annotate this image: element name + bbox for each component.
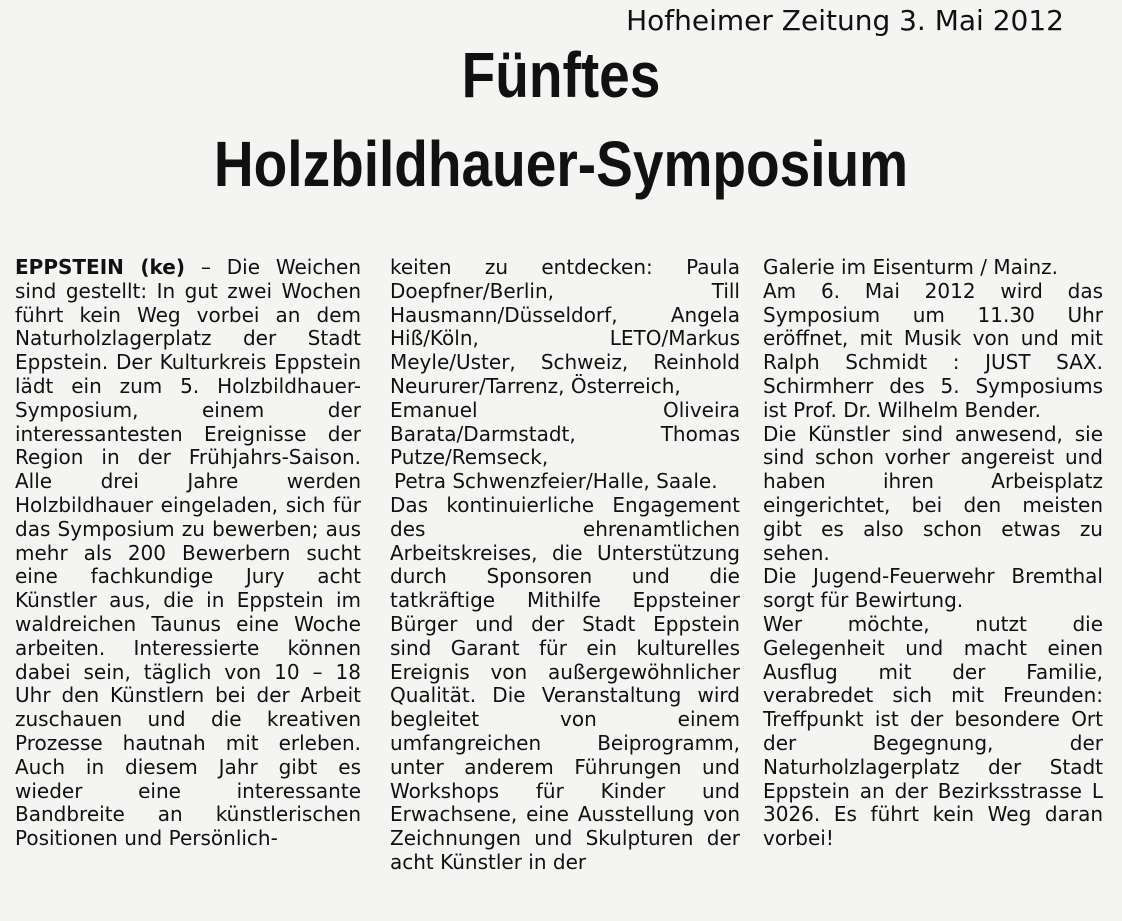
headline-line-1: Fünftes <box>461 39 661 111</box>
article-paragraph <box>15 256 361 851</box>
article-paragraph: Am 6. Mai 2012 wird das Symposium um 11.30 Uhr eröffnet, mit Musik von und mit Ralph Schmidt : JUST SAX. Schirmherr des 5. Symposiums ist Prof. Dr. Wilhelm Bender. <box>763 278 1103 422</box>
article-column-3 <box>763 256 1103 851</box>
article-column-1 <box>15 256 361 851</box>
source-line: Hofheimer Zeitung 3. Mai 2012 <box>626 4 1064 37</box>
article-paragraph: Galerie im Eisenturm / Mainz. <box>763 255 1058 279</box>
dateline: EPPSTEIN (ke) <box>15 255 185 279</box>
artist-list-2: Emanuel Oliveira Barata/Darmstadt, Thomas Putze/Remseck, <box>390 397 740 470</box>
article-paragraph: Wer möchte, nutzt die Gelegenheit und macht einen Ausflug mit der Familie, verabredet sich mit Freunden: Treffpunkt ist der besondere Ort der Begegnung, der Naturholzlagerplatz der Stadt Eppstein an der Bezirksstrasse L 3026. Es führt kein Weg daran vorbei! <box>763 611 1103 851</box>
artist-list-1: keiten zu entdecken: Paula Doepfner/Berlin, Till Hausmann/Düsseldorf, Angela Hiß/Köln, LETO/Markus Meyle/Uster, Schweiz, Reinhold Neururer/Tarrenz, Österreich, <box>390 255 740 398</box>
article-paragraph: Die Jugend-Feuerwehr Bremthal sorgt für Bewirtung. <box>763 564 1103 613</box>
headline-line-2: Holzbildhauer-Symposium <box>213 128 909 200</box>
article-column-2 <box>390 256 740 875</box>
article-paragraph: Das kontinuierliche Engagement des ehrenamtlichen Arbeitskreises, die Unterstützung durch Sponsoren und die tatkräftige Mithilfe Eppsteiner Bürger und der Stadt Eppstein sind Garant für ein kulturelles Ereignis von außergewöhnlicher Qualität. Die Veranstaltung wird begleitet von einem umfangreichen Beiprogramm, unter anderem Führungen und Workshops für Kinder und Erwachsene, eine Ausstellung von Zeichnungen und Skulpturen der acht Künstler in der <box>390 492 740 874</box>
article-paragraph: Die Künstler sind anwesend, sie sind schon vorher angereist und haben ihren Arbeisplatz eingerichtet, bei den meisten gibt es also schon etwas zu sehen. <box>763 421 1103 565</box>
paragraph-text: – Die Weichen sind gestellt: In gut zwei Wochen führt kein Weg vorbei an dem Naturholzlagerplatz der Stadt Eppstein. Der Kulturkreis Eppstein lädt ein zum 5. Holzbildhauer-Symposium, einem der interessantesten Ereignisse der Region in der Frühjahrs-Saison. Alle drei Jahre werden Holzbildhauer eingeladen, sich für das Symposium zu bewerben; aus mehr als 200 Bewerbern sucht eine fachkundige Jury acht Künstler aus, die in Eppstein im waldreichen Taunus eine Woche arbeiten. Interessierte können dabei sein, täglich von 10 – 18 Uhr den Künstlern bei der Arbeit zuschauen und die kreativen Prozesse hautnah mit erleben. Auch in diesem Jahr gibt es wieder eine interessante Bandbreite an künstlerischen Positionen und Persönlich- <box>15 255 361 851</box>
artist-list-3: Petra Schwenzfeier/Halle, Saale. <box>394 469 718 494</box>
